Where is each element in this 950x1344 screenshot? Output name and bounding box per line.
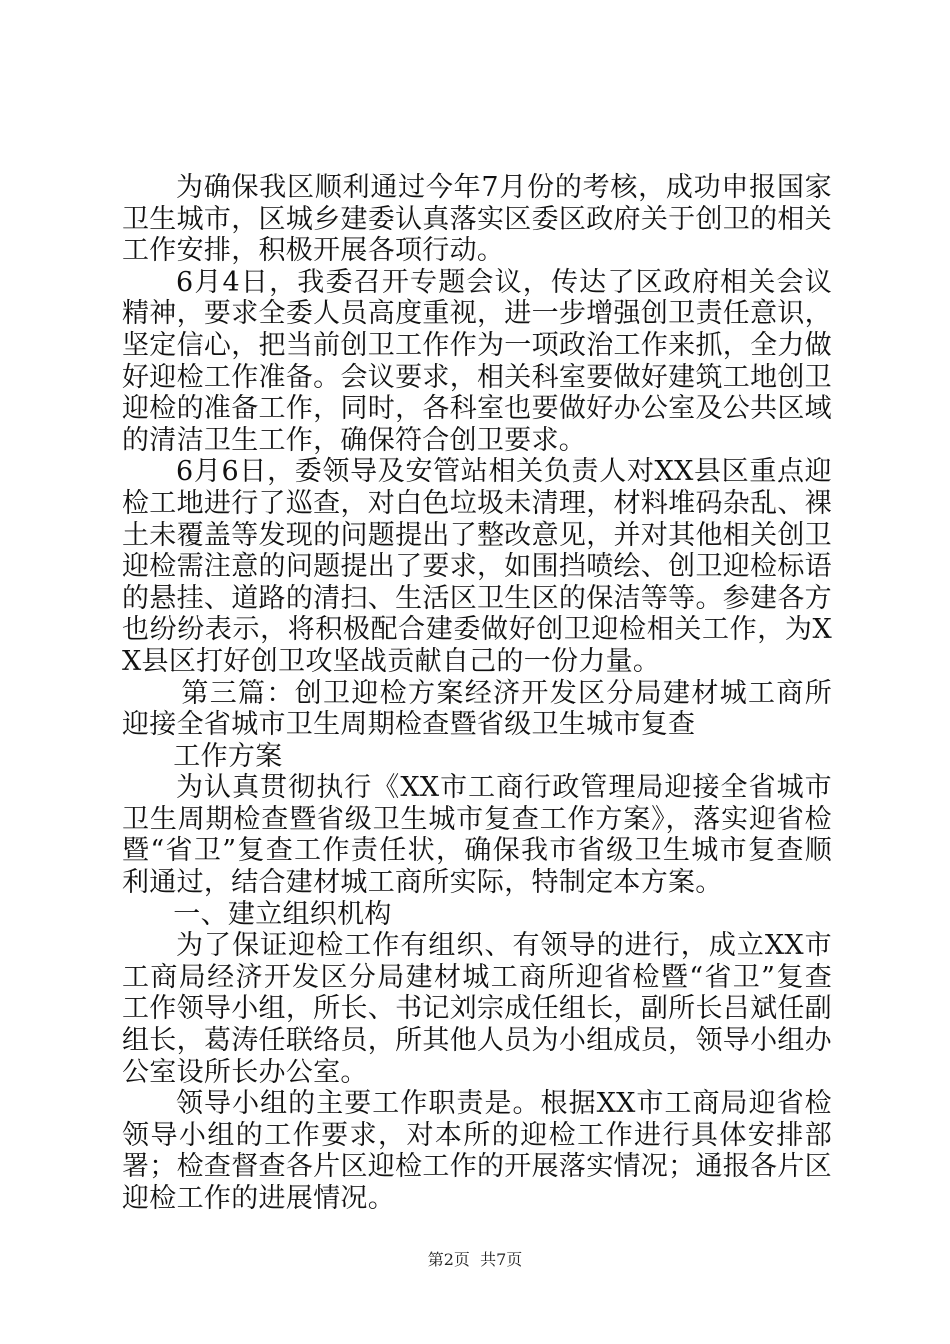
paragraph-purpose: 为认真贯彻执行《XX市工商行政管理局迎接全省城市卫生周期检查暨省级卫生城市复查工作方案》，落实迎省检暨“省卫”复查工作责任状，确保我市省级卫生城市复查顺利通过，结合建材城工商所实际，特制定本方案。	[122, 772, 832, 899]
section-subheading: 工作方案	[173, 740, 283, 772]
paragraph-june-4: 6月4日，我委召开专题会议，传达了区政府相关会议精神，要求全委人员高度重视，进一步增强创卫责任意识，坚定信心，把当前创卫工作作为一项政治工作来抓，全力做好迎检工作准备。会议要求，相关科室要做好建筑工地创卫迎检的准备工作，同时，各科室也要做好办公室及公共区域的清洁卫生工作，确保符合创卫要求。	[122, 266, 832, 456]
page-number: 第2页 共7页	[427, 1250, 523, 1269]
page-footer	[0, 1247, 950, 1270]
paragraph-duties: 领导小组的主要工作职责是。根据XX市工商局迎省检领导小组的工作要求，对本所的迎检工作进行具体安排部署；检查督查各片区迎检工作的开展落实情况；通报各片区迎检工作的进展情况。	[122, 1088, 832, 1214]
paragraph-organization: 为了保证迎检工作有组织、有领导的进行，成立XX市工商局经济开发区分局建材城工商所迎省检暨“省卫”复查工作领导小组，所长、书记刘宗成任组长，副所长吕斌任副组长，葛涛任联络员，所其他人员为小组成员，领导小组办公室设所长办公室。	[122, 930, 832, 1088]
paragraph-intro: 为确保我区顺利通过今年7月份的考核，成功申报国家卫生城市，区城乡建委认真落实区委区政府关于创卫的相关工作安排，积极开展各项行动。	[122, 172, 832, 267]
section-heading: 第三篇：创卫迎检方案经济开发区分局建材城工商所迎接全省城市卫生周期检查暨省级卫生城市复查	[122, 677, 832, 741]
item-heading-organization: 一、建立组织机构	[173, 898, 392, 930]
paragraph-june-6: 6月6日，委领导及安管站相关负责人对XX县区重点迎检工地进行了巡查，对白色垃圾未清理，材料堆码杂乱、裸土未覆盖等发现的问题提出了整改意见，并对其他相关创卫迎检需注意的问题提出了要求，如围挡喷绘、创卫迎检标语的悬挂、道路的清扫、生活区卫生区的保洁等等。参建各方也纷纷表示，将积极配合建委做好创卫迎检相关工作，为XX县区打好创卫攻坚战贡献自己的一份力量。	[122, 456, 832, 677]
document-body	[122, 172, 832, 1215]
